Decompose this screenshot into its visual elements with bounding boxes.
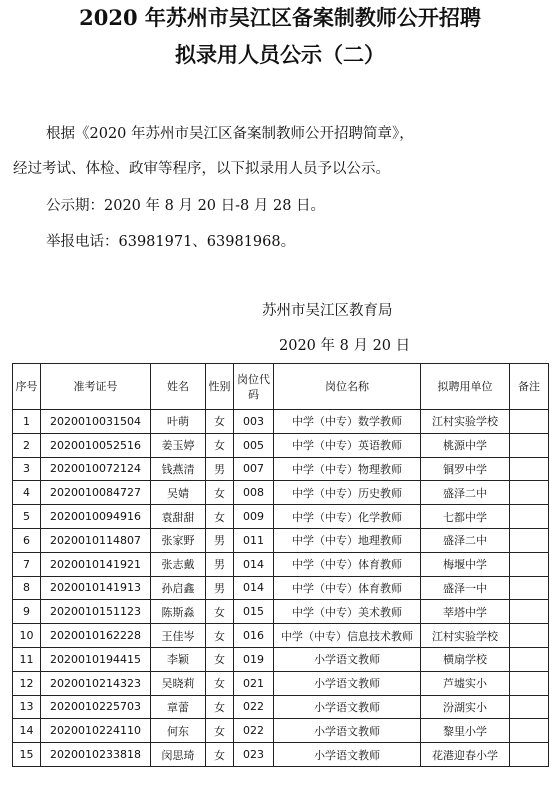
cell-gender: 男: [206, 552, 234, 576]
publicity-period: 公示期：2020 年 8 月 20 日-8 月 28 日。: [46, 198, 326, 214]
cell-post-name: 中学（中专）历史教师: [274, 481, 421, 505]
header-remark: 备注: [510, 364, 549, 410]
cell-exam-id: 2020010084727: [41, 481, 151, 505]
cell-post-name: 中学（中专）地理教师: [274, 528, 421, 552]
cell-exam-id: 2020010233818: [41, 743, 151, 767]
cell-gender: 女: [206, 505, 234, 529]
cell-post-name: 中学（中专）化学教师: [274, 505, 421, 529]
cell-remark: [510, 528, 549, 552]
cell-post-code: 022: [234, 719, 274, 743]
cell-seq: 10: [13, 624, 41, 648]
cell-post-name: 中学（中专）数学教师: [274, 410, 421, 434]
intro-paragraph-line2: 经过考试、体检、政审等程序，以下拟录用人员予以公示。: [13, 161, 390, 177]
cell-post-name: 小学语文教师: [274, 647, 421, 671]
table-row: [13, 719, 549, 743]
cell-remark: [510, 743, 549, 767]
cell-post-code: 023: [234, 743, 274, 767]
cell-unit: 七都中学: [421, 505, 510, 529]
cell-name: 何东: [151, 719, 206, 743]
cell-seq: 2: [13, 433, 41, 457]
cell-exam-id: 2020010072124: [41, 457, 151, 481]
cell-name: 张志戴: [151, 552, 206, 576]
table-row: [13, 600, 549, 624]
cell-post-name: 中学（中专）体育教师: [274, 552, 421, 576]
cell-seq: 6: [13, 528, 41, 552]
cell-remark: [510, 671, 549, 695]
cell-gender: 女: [206, 743, 234, 767]
document-title-line1: 2020 年苏州市吴江区备案制教师公开招聘: [79, 5, 481, 30]
table-header-row: [13, 364, 549, 410]
table-row: [13, 624, 549, 648]
cell-remark: [510, 505, 549, 529]
header-exam-id: 准考证号: [41, 364, 151, 410]
document-title-line2: 拟录用人员公示（二）: [175, 42, 385, 67]
cell-exam-id: 2020010224110: [41, 719, 151, 743]
report-phone: 举报电话：63981971、63981968。: [46, 234, 296, 250]
cell-gender: 女: [206, 410, 234, 434]
cell-name: 叶萌: [151, 410, 206, 434]
cell-post-name: 中学（中专）英语教师: [274, 433, 421, 457]
cell-gender: 女: [206, 719, 234, 743]
cell-post-code: 014: [234, 576, 274, 600]
cell-post-code: 003: [234, 410, 274, 434]
cell-post-code: 014: [234, 552, 274, 576]
cell-seq: 15: [13, 743, 41, 767]
signature-organization: 苏州市吴江区教育局: [262, 303, 393, 319]
cell-name: 吴晓莉: [151, 671, 206, 695]
cell-remark: [510, 433, 549, 457]
cell-unit: 横扇学校: [421, 647, 510, 671]
cell-remark: [510, 410, 549, 434]
cell-gender: 女: [206, 433, 234, 457]
cell-unit: 江村实验学校: [421, 624, 510, 648]
cell-exam-id: 2020010031504: [41, 410, 151, 434]
cell-remark: [510, 552, 549, 576]
cell-seq: 5: [13, 505, 41, 529]
cell-exam-id: 2020010141921: [41, 552, 151, 576]
table-row: [13, 433, 549, 457]
cell-seq: 7: [13, 552, 41, 576]
cell-seq: 1: [13, 410, 41, 434]
header-post-name: 岗位名称: [274, 364, 421, 410]
cell-gender: 男: [206, 457, 234, 481]
cell-exam-id: 2020010052516: [41, 433, 151, 457]
cell-seq: 9: [13, 600, 41, 624]
cell-unit: 梅堰中学: [421, 552, 510, 576]
cell-unit: 桃源中学: [421, 433, 510, 457]
cell-name: 陈斯淼: [151, 600, 206, 624]
cell-post-code: 011: [234, 528, 274, 552]
cell-post-name: 小学语文教师: [274, 671, 421, 695]
cell-gender: 女: [206, 671, 234, 695]
cell-remark: [510, 695, 549, 719]
cell-exam-id: 2020010141913: [41, 576, 151, 600]
cell-exam-id: 2020010194415: [41, 647, 151, 671]
intro-paragraph-line1: 根据《2020 年苏州市吴江区备案制教师公开招聘简章》，: [46, 126, 414, 142]
cell-unit: 盛泽二中: [421, 481, 510, 505]
cell-unit: 黎里小学: [421, 719, 510, 743]
cell-post-code: 009: [234, 505, 274, 529]
cell-post-name: 中学（中专）美术教师: [274, 600, 421, 624]
table-row: [13, 457, 549, 481]
cell-unit: 铜罗中学: [421, 457, 510, 481]
cell-unit: 汾湖实小: [421, 695, 510, 719]
cell-seq: 8: [13, 576, 41, 600]
cell-remark: [510, 457, 549, 481]
table-row: [13, 647, 549, 671]
cell-gender: 女: [206, 624, 234, 648]
cell-exam-id: 2020010225703: [41, 695, 151, 719]
cell-seq: 14: [13, 719, 41, 743]
cell-name: 王佳岑: [151, 624, 206, 648]
cell-exam-id: 2020010151123: [41, 600, 151, 624]
cell-exam-id: 2020010114807: [41, 528, 151, 552]
table-row: [13, 743, 549, 767]
cell-post-name: 小学语文教师: [274, 719, 421, 743]
cell-seq: 12: [13, 671, 41, 695]
cell-remark: [510, 600, 549, 624]
signature-date: 2020 年 8 月 20 日: [279, 338, 411, 354]
table-row: [13, 528, 549, 552]
table-row: [13, 576, 549, 600]
cell-gender: 女: [206, 600, 234, 624]
cell-gender: 女: [206, 695, 234, 719]
table-row: [13, 410, 549, 434]
cell-unit: 盛泽一中: [421, 576, 510, 600]
cell-gender: 男: [206, 576, 234, 600]
cell-name: 张家野: [151, 528, 206, 552]
header-post-code: 岗位代码: [234, 364, 274, 410]
cell-post-code: 005: [234, 433, 274, 457]
cell-remark: [510, 576, 549, 600]
cell-name: 姜玉婷: [151, 433, 206, 457]
cell-gender: 女: [206, 647, 234, 671]
cell-gender: 女: [206, 481, 234, 505]
cell-post-code: 019: [234, 647, 274, 671]
cell-gender: 男: [206, 528, 234, 552]
cell-unit: 盛泽二中: [421, 528, 510, 552]
cell-exam-id: 2020010162228: [41, 624, 151, 648]
cell-name: 闵思琦: [151, 743, 206, 767]
cell-unit: 莘塔中学: [421, 600, 510, 624]
table-row: [13, 671, 549, 695]
cell-post-name: 中学（中专）物理教师: [274, 457, 421, 481]
cell-name: 钱燕清: [151, 457, 206, 481]
cell-remark: [510, 481, 549, 505]
cell-seq: 11: [13, 647, 41, 671]
cell-seq: 4: [13, 481, 41, 505]
header-name: 姓名: [151, 364, 206, 410]
cell-post-code: 008: [234, 481, 274, 505]
cell-name: 袁甜甜: [151, 505, 206, 529]
cell-post-code: 016: [234, 624, 274, 648]
cell-post-code: 007: [234, 457, 274, 481]
cell-post-name: 中学（中专）体育教师: [274, 576, 421, 600]
cell-exam-id: 2020010094916: [41, 505, 151, 529]
cell-name: 孙启鑫: [151, 576, 206, 600]
header-seq: 序号: [13, 364, 41, 410]
cell-remark: [510, 719, 549, 743]
cell-name: 李颖: [151, 647, 206, 671]
cell-seq: 3: [13, 457, 41, 481]
cell-unit: 花港迎春小学: [421, 743, 510, 767]
table-row: [13, 695, 549, 719]
table-row: [13, 505, 549, 529]
cell-name: 吴婧: [151, 481, 206, 505]
cell-exam-id: 2020010214323: [41, 671, 151, 695]
cell-remark: [510, 647, 549, 671]
cell-post-name: 中学（中专）信息技术教师: [274, 624, 421, 648]
header-gender: 性别: [206, 364, 234, 410]
table-row: [13, 552, 549, 576]
candidates-table: [12, 363, 549, 767]
cell-post-code: 022: [234, 695, 274, 719]
header-unit: 拟聘用单位: [421, 364, 510, 410]
cell-unit: 江村实验学校: [421, 410, 510, 434]
cell-post-code: 015: [234, 600, 274, 624]
table-row: [13, 481, 549, 505]
cell-name: 章蕾: [151, 695, 206, 719]
cell-remark: [510, 624, 549, 648]
cell-seq: 13: [13, 695, 41, 719]
cell-post-code: 021: [234, 671, 274, 695]
cell-post-name: 小学语文教师: [274, 695, 421, 719]
cell-unit: 芦墟实小: [421, 671, 510, 695]
cell-post-name: 小学语文教师: [274, 743, 421, 767]
